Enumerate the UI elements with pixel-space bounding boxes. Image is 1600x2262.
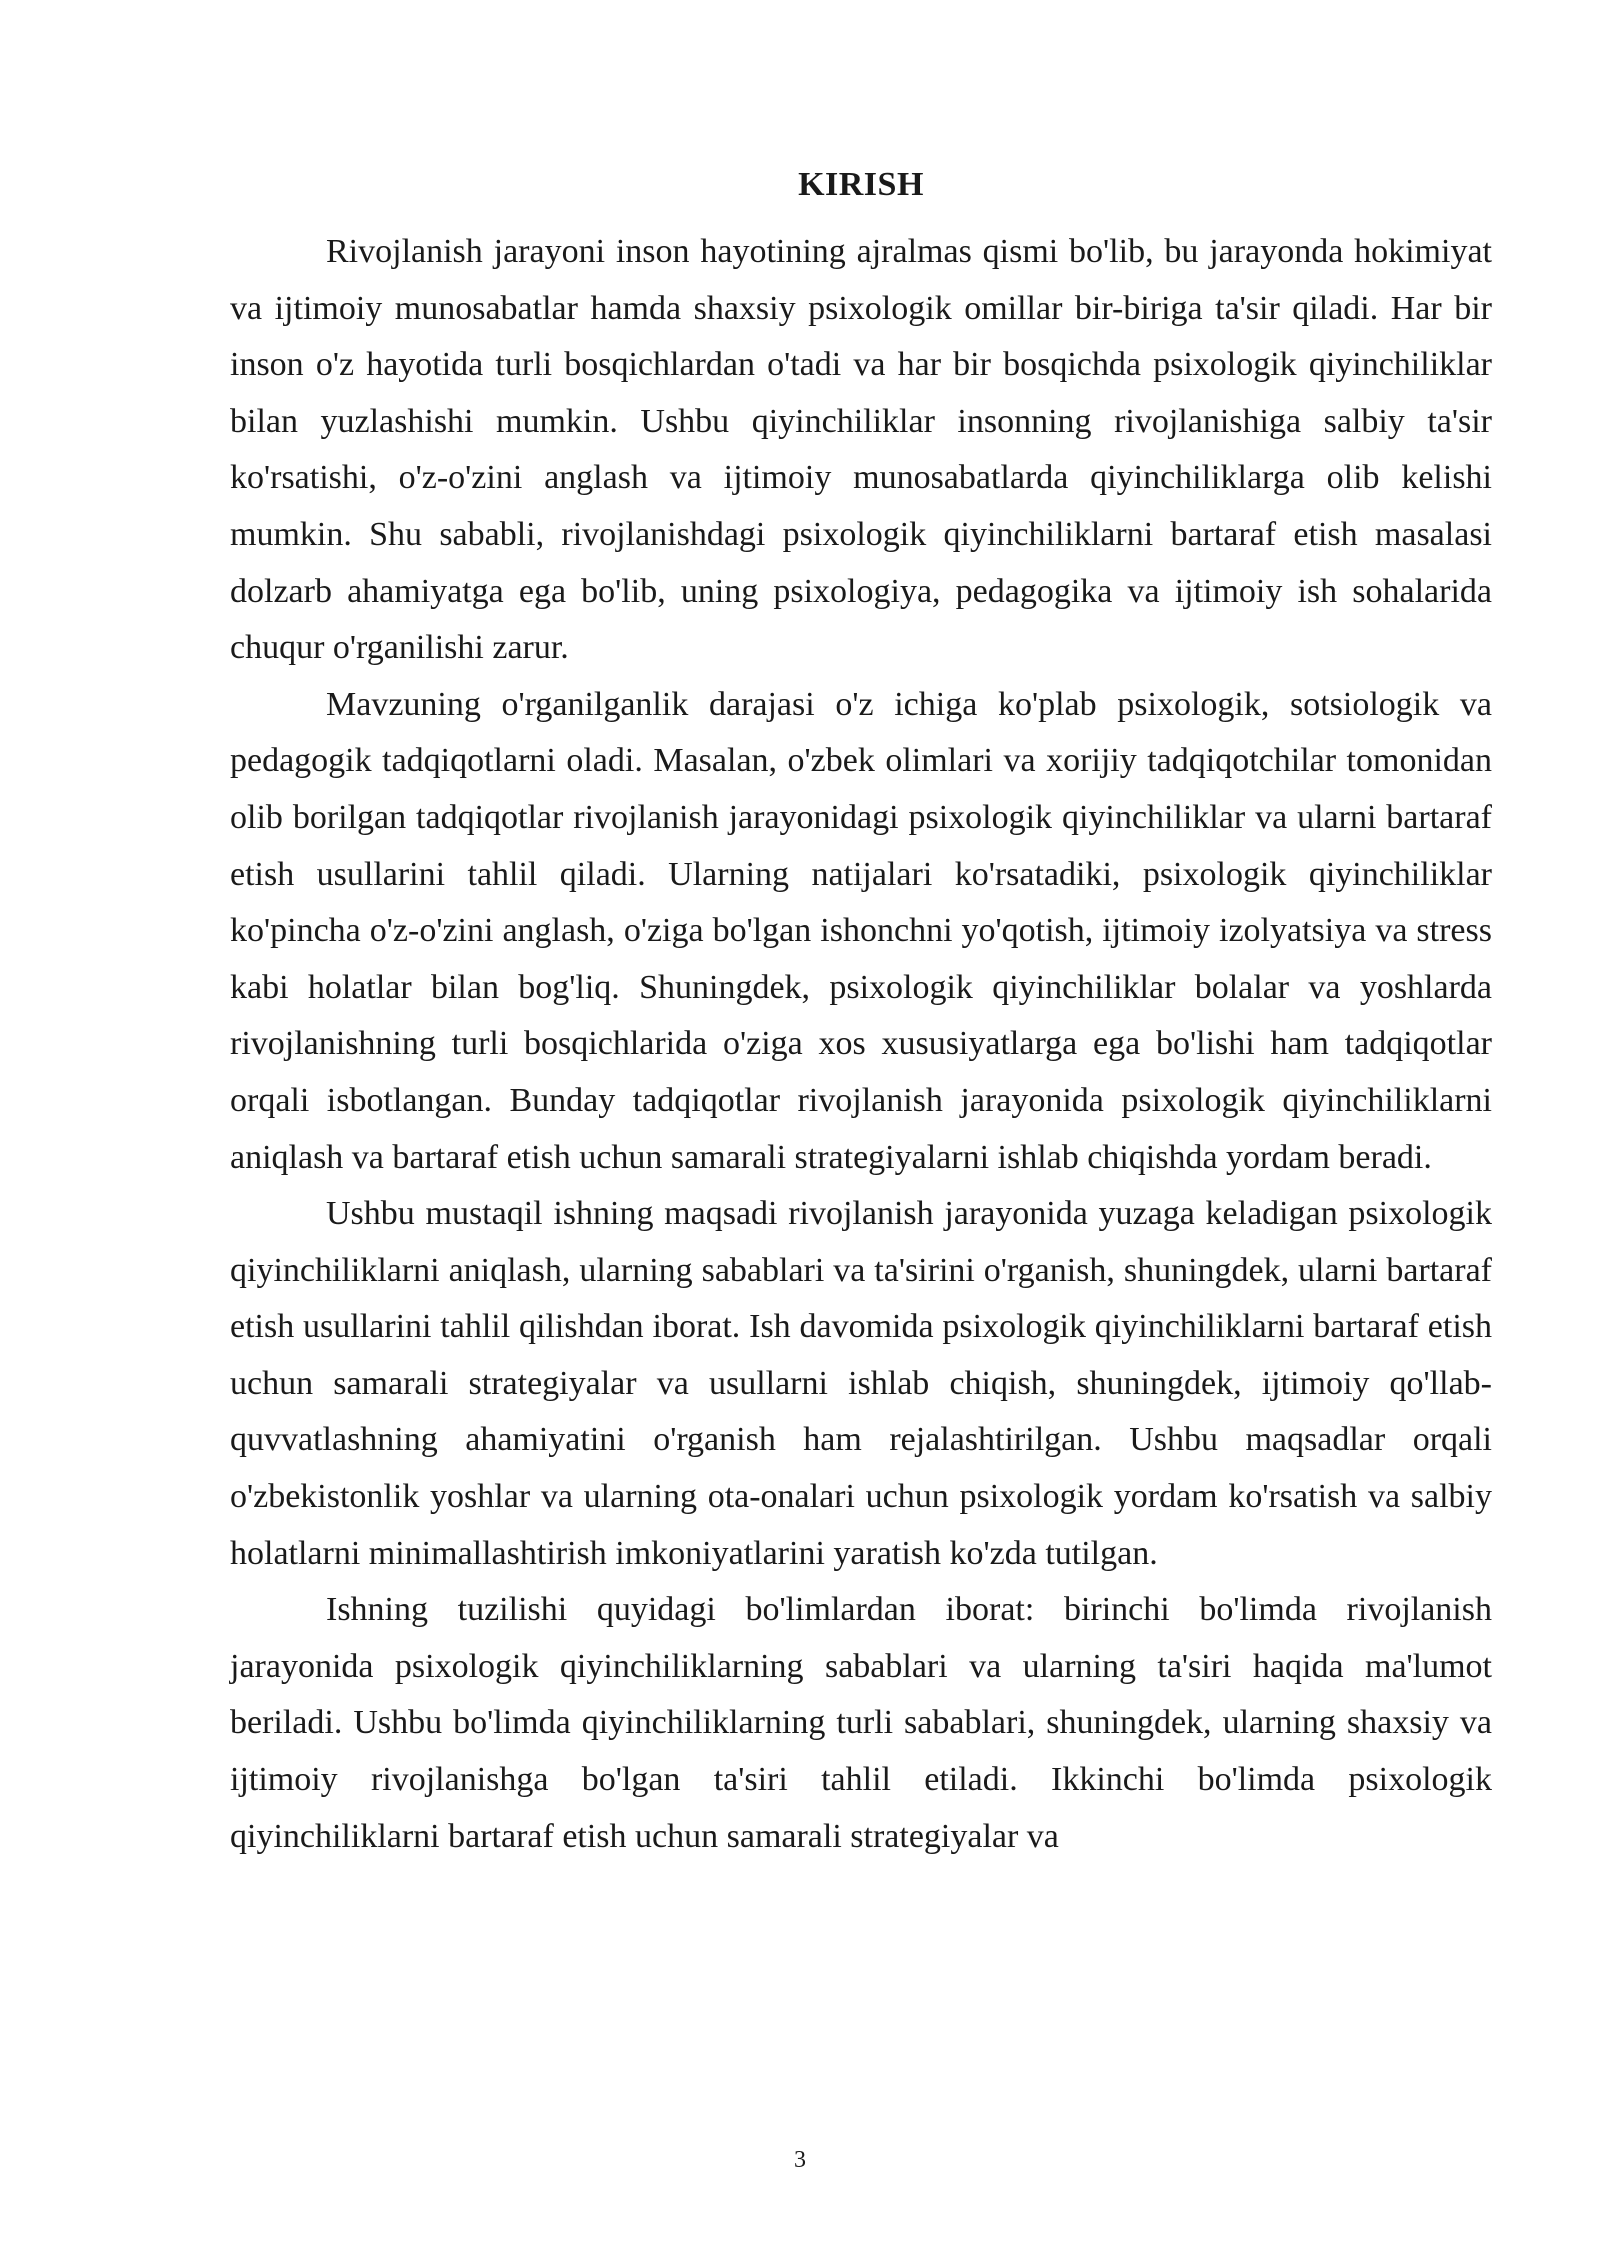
paragraph-aim: Ushbu mustaqil ishning maqsadi rivojlanish jarayonida yuzaga keladigan psixologik qiyinchiliklarni aniqlash, ularning sabablari va ta'sirini o'rganish, shuningdek, ularni bartaraf etish usullarini tahlil qilishdan iborat. Ish davomida psixologik qiyinchiliklarni bartaraf etish uchun samarali strategiyalar va usullarni ishlab chiqish, shuningdek, ijtimoiy qo'llab-quvvatlashning ahamiyatini o'rganish ham rejalashtirilgan. Ushbu maqsadlar orqali o'zbekistonlik yoshlar va ularning ota-onalari uchun psixologik yordam ko'rsatish va salbiy holatlarni minimallashtirish imkoniyatlarini yaratish ko'zda tutilgan. — [230, 1195, 1492, 1572]
paragraph-structure: Ishning tuzilishi quyidagi bo'limlardan iborat: birinchi bo'limda rivojlanish jarayonida psixologik qiyinchiliklarning sabablari va ularning ta'siri haqida ma'lumot beriladi. Ushbu bo'limda qiyinchiliklarning turli sabablari, shuningdek, ularning shaxsiy va ijtimoiy rivojlanishga bo'lgan ta'siri tahlil etiladi. Ikkinchi bo'limda psixologik qiyinchiliklarni bartaraf etish uchun samarali strategiyalar va — [230, 1591, 1492, 1855]
paragraph-intro: Rivojlanish jarayoni inson hayotining ajralmas qismi bo'lib, bu jarayonda hokimiyat va ijtimoiy munosabatlar hamda shaxsiy psixologik omillar bir-biriga ta'sir qiladi. Har bir inson o'z hayotida turli bosqichlardan o'tadi va har bir bosqichda psixologik qiyinchiliklar bilan yuzlashishi mumkin. Ushbu qiyinchiliklar insonning rivojlanishiga salbiy ta'sir ko'rsatishi, o'z-o'zini anglash va ijtimoiy munosabatlarda qiyinchiliklarga olib kelishi mumkin. Shu sababli, rivojlanishdagi psixologik qiyinchiliklarni bartaraf etish masalasi dolzarb ahamiyatga ega bo'lib, uning psixologiya, pedagogika va ijtimoiy ish sohalarida chuqur o'rganilishi zarur. — [230, 233, 1492, 667]
section-title: KIRISH — [798, 166, 924, 203]
page-content — [230, 164, 1492, 1865]
page-number: 3 — [794, 2147, 806, 2173]
paragraph-research-level: Mavzuning o'rganilganlik darajasi o'z ichiga ko'plab psixologik, sotsiologik va pedagogik tadqiqotlarni oladi. Masalan, o'zbek olimlari va xorijiy tadqiqotchilar tomonidan olib borilgan tadqiqotlar rivojlanish jarayonidagi psixologik qiyinchiliklar va ularni bartaraf etish usullarini tahlil qiladi. Ularning natijalari ko'rsatadiki, psixologik qiyinchiliklar ko'pincha o'z-o'zini anglash, o'ziga bo'lgan ishonchni yo'qotish, ijtimoiy izolyatsiya va stress kabi holatlar bilan bog'liq. Shuningdek, psixologik qiyinchiliklar bolalar va yoshlarda rivojlanishning turli bosqichlarida o'ziga xos xususiyatlarga ega bo'lishi ham tadqiqotlar orqali isbotlangan. Bunday tadqiqotlar rivojlanish jarayonida psixologik qiyinchiliklarni aniqlash va bartaraf etish uchun samarali strategiyalarni ishlab chiqishda yordam beradi. — [230, 685, 1492, 1176]
